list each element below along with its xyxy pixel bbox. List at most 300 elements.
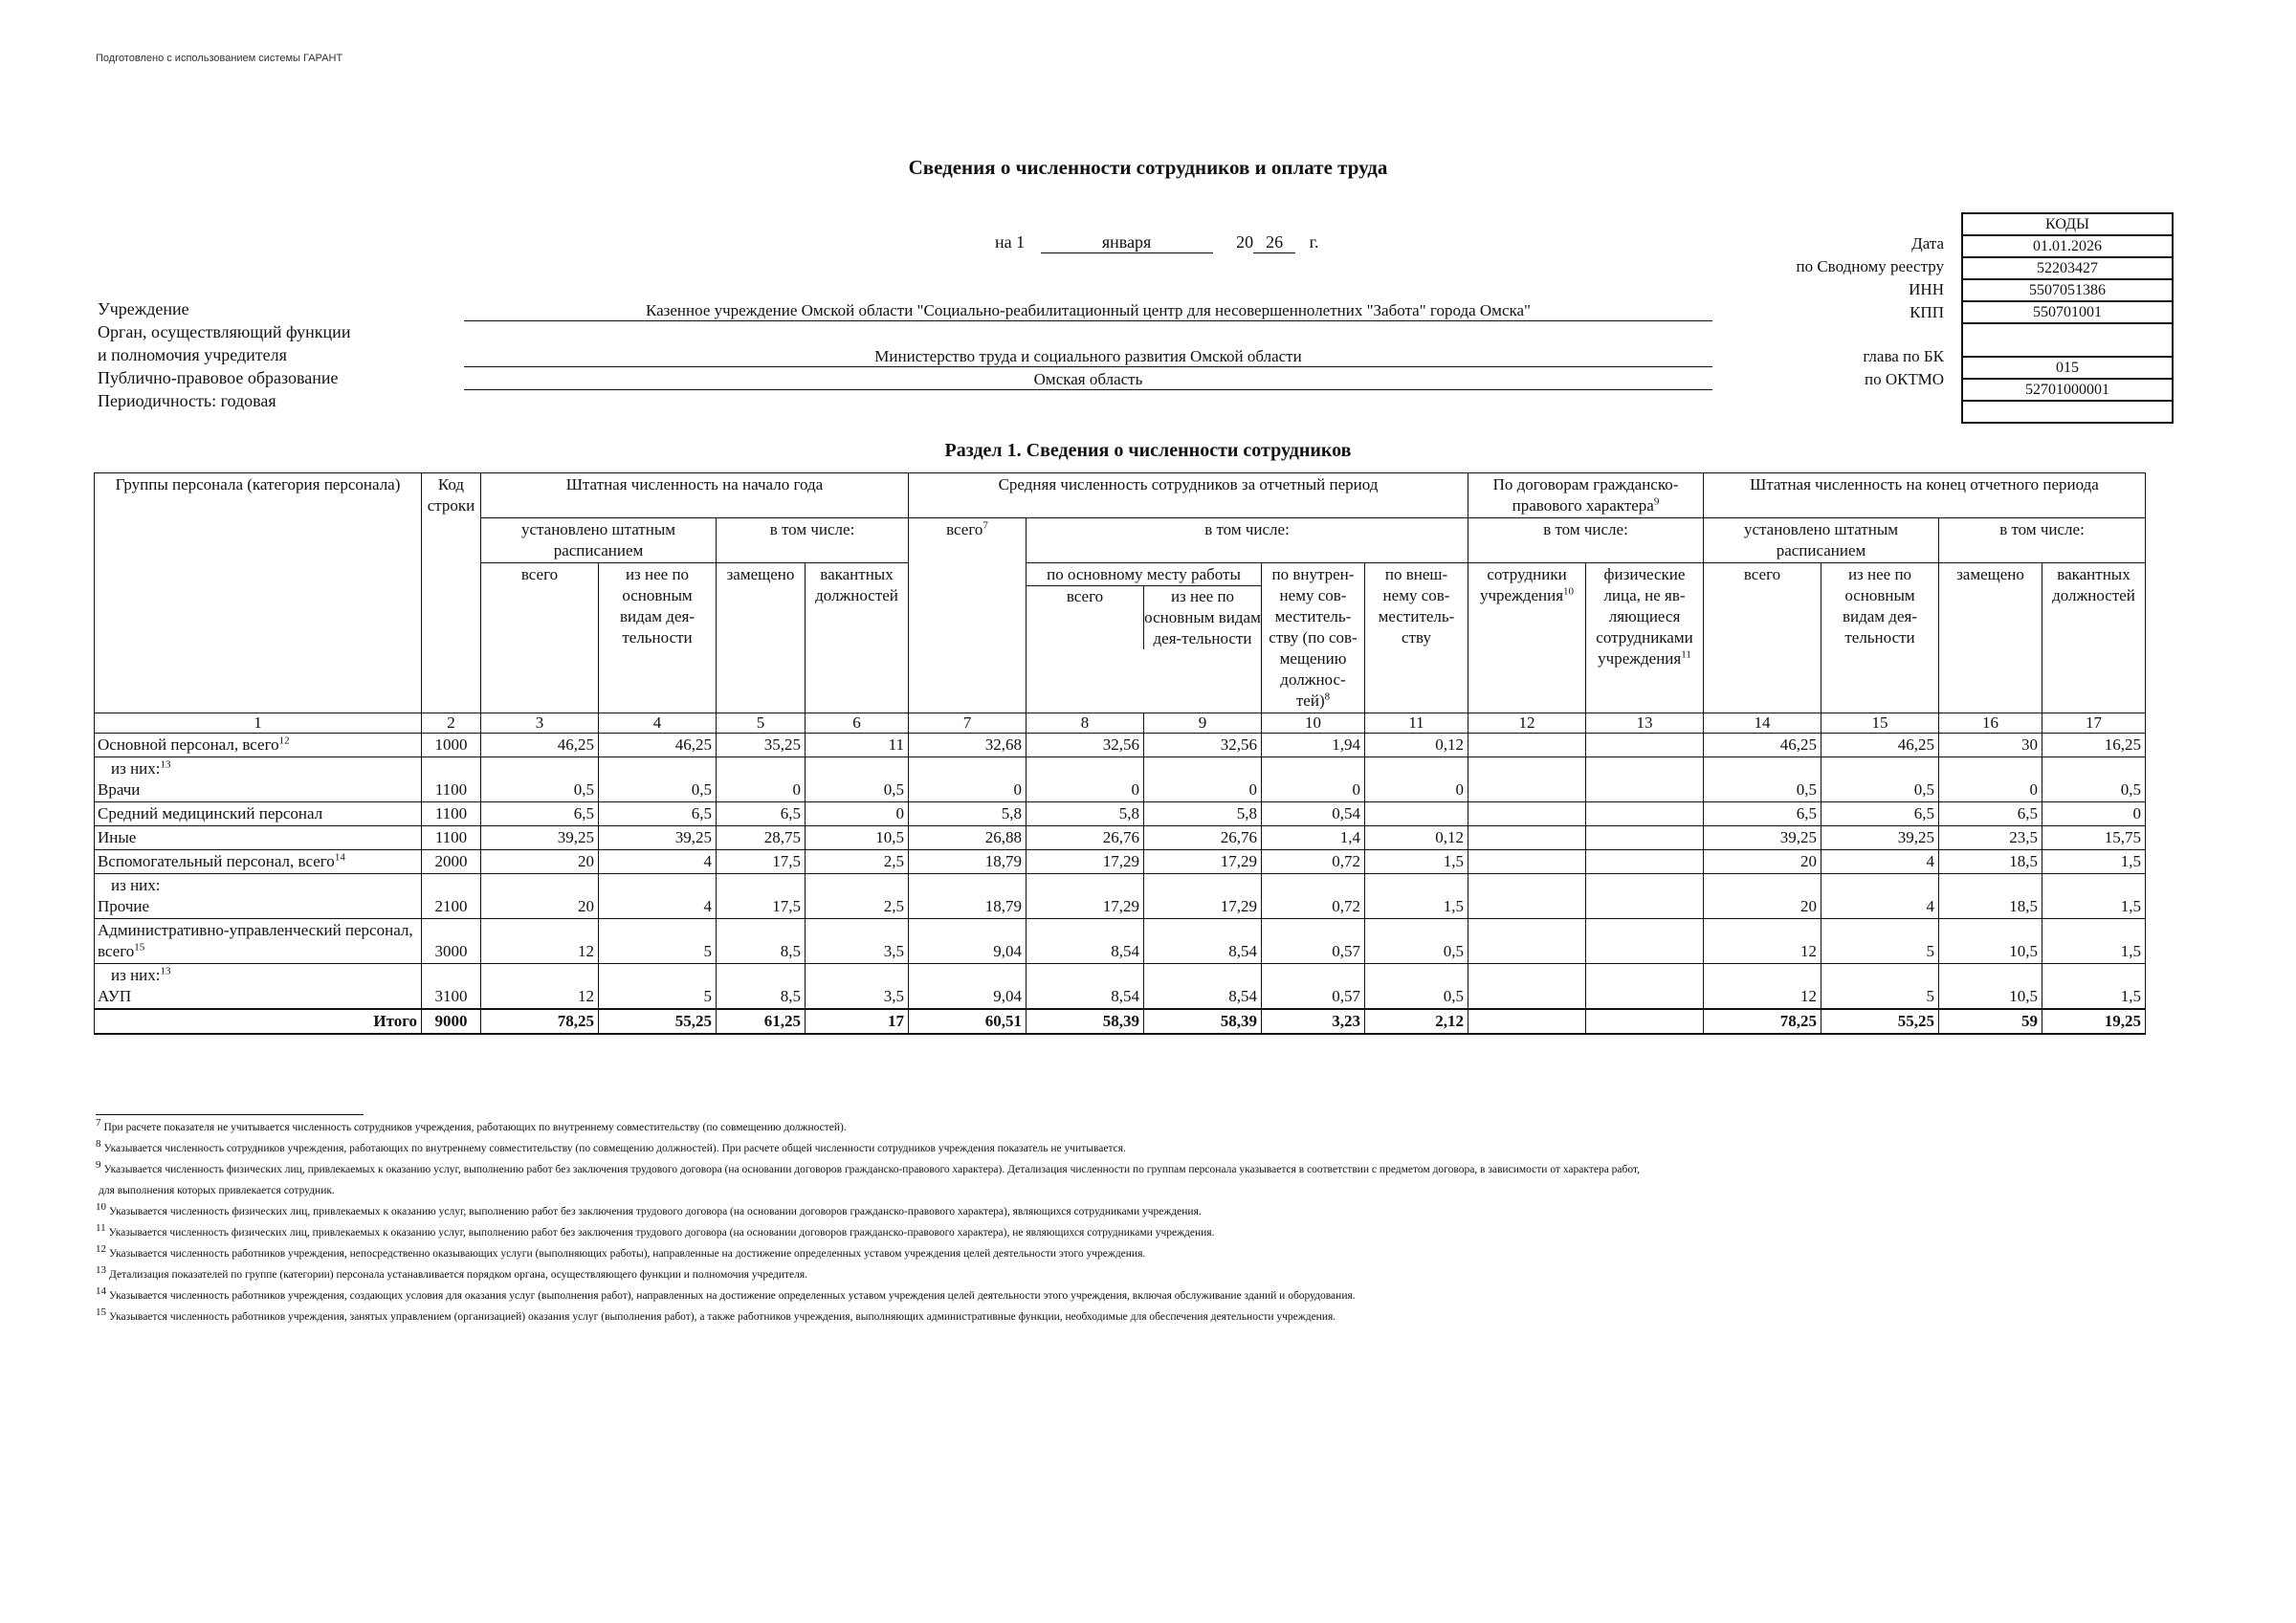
column-number: 14	[1704, 713, 1821, 734]
row-name-text: Иные	[98, 828, 137, 846]
cell-col-17: 1,5	[2042, 850, 2146, 874]
total-col-8: 58,39	[1027, 1009, 1144, 1034]
total-col-15: 55,25	[1821, 1009, 1939, 1034]
header-start-incl: в том числе:	[717, 518, 909, 563]
footnote-number: 9	[96, 1159, 101, 1172]
header-end: Штатная численность на конец отчетного периода	[1704, 473, 2146, 518]
cell-col-14: 46,25	[1704, 734, 1821, 757]
column-number: 4	[599, 713, 717, 734]
column-number: 7	[909, 713, 1027, 734]
cell-col-3: 46,25	[481, 734, 599, 757]
header-c10	[1262, 563, 1365, 713]
header-code: Код строки	[422, 473, 481, 713]
footnote-number: 10	[96, 1201, 106, 1214]
cell-col-12	[1468, 850, 1586, 874]
header-avg: Средняя численность сотрудников за отчетный период	[909, 473, 1468, 518]
header-avg-total	[909, 518, 1027, 713]
row-prefix-text: из них:	[111, 966, 161, 984]
cell-col-4: 4	[599, 850, 717, 874]
row-code: 2000	[422, 850, 481, 874]
header-c15: из нее по основным видам дея-тельности	[1821, 563, 1939, 713]
header-c14: всего	[1704, 563, 1821, 713]
cell-col-7: 9,04	[909, 964, 1027, 1010]
footnote-number: 7	[96, 1117, 101, 1130]
cell-col-16: 6,5	[1939, 802, 2042, 826]
cell-col-8: 26,76	[1027, 826, 1144, 850]
row-prefix	[98, 875, 418, 896]
total-col-17: 19,25	[2042, 1009, 2146, 1034]
cell-col-6: 2,5	[806, 874, 909, 919]
row-name	[95, 919, 422, 964]
footnote	[96, 1264, 2200, 1285]
header-gph-incl: в том числе:	[1468, 518, 1704, 563]
cell-col-6: 0	[806, 802, 909, 826]
founder-label-2: и полномочия учредителя	[98, 345, 287, 364]
footnote	[96, 1285, 2200, 1306]
row-name-text: Прочие	[98, 897, 150, 915]
report-date	[995, 232, 1318, 253]
header-avg-total-text: всего	[946, 520, 983, 538]
cell-col-7: 26,88	[909, 826, 1027, 850]
cell-col-5: 6,5	[717, 802, 806, 826]
total-col-14: 78,25	[1704, 1009, 1821, 1034]
code-inn: 5507051386	[1962, 279, 2173, 301]
cell-col-13	[1586, 757, 1704, 802]
table-row	[95, 850, 2146, 874]
column-number: 17	[2042, 713, 2146, 734]
footnote-text: Указывается численность работников учреждения, непосредственно оказывающих услуги (выполняющих работы), направленные на достижение определенных уставом учреждения целей деятельности этого учреждения.	[109, 1248, 1146, 1260]
cell-col-14: 6,5	[1704, 802, 1821, 826]
codes-table	[1961, 212, 2174, 424]
footnote-number: 15	[96, 1306, 106, 1319]
cell-col-13	[1586, 734, 1704, 757]
row-prefix-sup: 13	[160, 758, 171, 771]
cell-col-13	[1586, 802, 1704, 826]
cell-col-4: 46,25	[599, 734, 717, 757]
cell-col-7: 32,68	[909, 734, 1027, 757]
cell-col-3: 20	[481, 850, 599, 874]
cell-col-12	[1468, 919, 1586, 964]
cell-col-13	[1586, 826, 1704, 850]
cell-col-9: 8,54	[1144, 964, 1262, 1010]
header-c11: по внеш-нему сов-меститель-ству	[1365, 563, 1468, 713]
cell-col-4: 6,5	[599, 802, 717, 826]
header-groups: Группы персонала (категория персонала)	[95, 473, 422, 713]
cell-col-17: 1,5	[2042, 964, 2146, 1010]
cell-col-12	[1468, 734, 1586, 757]
cell-col-13	[1586, 919, 1704, 964]
cell-col-16: 23,5	[1939, 826, 2042, 850]
cell-col-3: 20	[481, 874, 599, 919]
founder-label-1: Орган, осуществляющий функции	[98, 322, 351, 341]
row-name	[95, 826, 422, 850]
cell-col-7: 18,79	[909, 874, 1027, 919]
cell-col-13	[1586, 874, 1704, 919]
code-label-inn: ИНН	[1909, 280, 1944, 298]
cell-col-9: 26,76	[1144, 826, 1262, 850]
total-row	[95, 1009, 2146, 1034]
header-c9: из нее по основным видам дея-тельности	[1144, 587, 1261, 647]
cell-col-5: 17,5	[717, 874, 806, 919]
cell-col-11: 0,5	[1365, 919, 1468, 964]
column-number: 10	[1262, 713, 1365, 734]
header-c17: вакантных должностей	[2042, 563, 2146, 713]
cell-col-5: 17,5	[717, 850, 806, 874]
code-empty-2	[1962, 401, 2173, 423]
header-c16: замещено	[1939, 563, 2042, 713]
total-col-13	[1586, 1009, 1704, 1034]
cell-col-15: 5	[1821, 919, 1939, 964]
column-number: 3	[481, 713, 599, 734]
total-label: Итого	[95, 1009, 422, 1034]
cell-col-16: 18,5	[1939, 850, 2042, 874]
institution-value: Казенное учреждение Омской области "Социально-реабилитационный центр для несовершеннолетних "Забота" города Омска"	[464, 301, 1712, 321]
footnote-number: 13	[96, 1264, 106, 1277]
cell-col-12	[1468, 964, 1586, 1010]
cell-col-11: 0,5	[1365, 964, 1468, 1010]
institution-label: Учреждение	[98, 299, 189, 318]
founder-value: Министерство труда и социального развития Омской области	[464, 347, 1712, 367]
codes-header: КОДЫ	[1962, 213, 2173, 235]
cell-col-11: 0,12	[1365, 826, 1468, 850]
code-label-registry: по Сводному реестру	[1796, 257, 1944, 275]
cell-col-8: 5,8	[1027, 802, 1144, 826]
total-col-6: 17	[806, 1009, 909, 1034]
header-c3: всего	[481, 563, 599, 713]
header-c13	[1586, 563, 1704, 713]
cell-col-15: 4	[1821, 850, 1939, 874]
cell-col-8: 17,29	[1027, 850, 1144, 874]
public-entity-value: Омская область	[464, 370, 1712, 390]
cell-col-4: 39,25	[599, 826, 717, 850]
cell-col-10: 1,4	[1262, 826, 1365, 850]
cell-col-9: 0	[1144, 757, 1262, 802]
column-index-row	[95, 713, 2146, 734]
footnote-text: Указывается численность физических лиц, привлекаемых к оказанию услуг, выполнению работ без заключения трудового договора (на основании договоров гражданско-правового характера), не являющихся сотрудниками учреждения.	[108, 1227, 1215, 1239]
footnote-text: При расчете показателя не учитывается численность сотрудников учреждения, работающих по внутреннему совместительству (по совмещению должностей).	[103, 1122, 847, 1133]
cell-col-17: 1,5	[2042, 919, 2146, 964]
total-col-3: 78,25	[481, 1009, 599, 1034]
footnote-text: Указывается численность работников учреждения, создающих условия для оказания услуг (выполнения работ), направленных на достижение определенных уставом учреждения целей деятельности этого учреждения, включая обслуживание зданий и оборудования.	[109, 1290, 1356, 1302]
footnote	[96, 1243, 2200, 1264]
header-gph-sup: 9	[1653, 495, 1660, 508]
section-title: Раздел 1. Сведения о численности сотрудников	[944, 440, 1352, 461]
row-name-text: Средний медицинский персонал	[98, 804, 323, 822]
table-body	[95, 734, 2146, 1035]
cell-col-4: 5	[599, 919, 717, 964]
date-year-prefix: 20	[1236, 232, 1254, 252]
row-prefix-text: из них:	[111, 759, 161, 778]
cell-col-6: 3,5	[806, 919, 909, 964]
total-col-4: 55,25	[599, 1009, 717, 1034]
column-number: 15	[1821, 713, 1939, 734]
total-code: 9000	[422, 1009, 481, 1034]
row-code: 1000	[422, 734, 481, 757]
cell-col-6: 0,5	[806, 757, 909, 802]
code-kpp: 550701001	[1962, 301, 2173, 323]
header-gph-text: По договорам гражданско-правового характера	[1492, 475, 1679, 515]
table-row	[95, 964, 2146, 1010]
column-number: 1	[95, 713, 422, 734]
total-col-16: 59	[1939, 1009, 2042, 1034]
cell-col-14: 0,5	[1704, 757, 1821, 802]
row-name-sup: 15	[134, 941, 145, 954]
cell-col-16: 30	[1939, 734, 2042, 757]
cell-col-12	[1468, 874, 1586, 919]
cell-col-11: 0	[1365, 757, 1468, 802]
cell-col-14: 39,25	[1704, 826, 1821, 850]
cell-col-16: 18,5	[1939, 874, 2042, 919]
cell-col-17: 0	[2042, 802, 2146, 826]
header-c12	[1468, 563, 1586, 713]
cell-col-8: 8,54	[1027, 919, 1144, 964]
row-name	[95, 734, 422, 757]
footnote	[96, 1117, 2200, 1138]
cell-col-3: 12	[481, 964, 599, 1010]
row-name	[95, 874, 422, 919]
cell-col-13	[1586, 850, 1704, 874]
cell-col-9: 17,29	[1144, 874, 1262, 919]
header-c12-text: сотрудники учреждения	[1479, 565, 1567, 604]
row-name-text: Административно-управленческий персонал, всего	[98, 921, 413, 960]
cell-col-9: 17,29	[1144, 850, 1262, 874]
row-name-text: АУП	[98, 987, 132, 1005]
header-end-incl: в том числе:	[1939, 518, 2146, 563]
cell-col-5: 8,5	[717, 964, 806, 1010]
footnote-text: Указывается численность сотрудников учреждения, работающих по внутреннему совместительству (по совмещению должностей). При расчете общей численности сотрудников учреждения показатель не учитывается.	[103, 1143, 1126, 1154]
cell-col-10: 0,72	[1262, 874, 1365, 919]
cell-col-16: 10,5	[1939, 964, 2042, 1010]
cell-col-7: 18,79	[909, 850, 1027, 874]
date-year: 26	[1253, 232, 1295, 253]
cell-col-12	[1468, 757, 1586, 802]
cell-col-8: 8,54	[1027, 964, 1144, 1010]
column-number: 9	[1144, 713, 1262, 734]
cell-col-4: 0,5	[599, 757, 717, 802]
total-col-11: 2,12	[1365, 1009, 1468, 1034]
cell-col-3: 6,5	[481, 802, 599, 826]
table-row	[95, 874, 2146, 919]
date-month: января	[1041, 232, 1213, 253]
total-col-9: 58,39	[1144, 1009, 1262, 1034]
date-suffix: г.	[1309, 232, 1319, 252]
row-name	[95, 850, 422, 874]
cell-col-6: 11	[806, 734, 909, 757]
code-label-bk: глава по БК	[1863, 347, 1944, 365]
cell-col-10: 1,94	[1262, 734, 1365, 757]
cell-col-3: 12	[481, 919, 599, 964]
periodicity-label: Периодичность: годовая	[98, 391, 276, 410]
column-number: 12	[1468, 713, 1586, 734]
code-oktmo: 52701000001	[1962, 379, 2173, 401]
cell-col-14: 20	[1704, 850, 1821, 874]
footnote	[96, 1201, 2200, 1222]
cell-col-10: 0,57	[1262, 964, 1365, 1010]
footnote-text: Детализация показателей по группе (категории) персонала устанавливается порядком органа, осуществляющего функции и полномочия учредителя.	[109, 1269, 808, 1281]
footnote	[96, 1180, 2200, 1201]
cell-col-7: 0	[909, 757, 1027, 802]
header-c13-sup: 11	[1681, 648, 1691, 661]
footnote-number: 8	[96, 1138, 101, 1151]
table-row	[95, 802, 2146, 826]
footnote	[96, 1159, 2200, 1180]
header-c12-sup: 10	[1563, 585, 1575, 598]
header-c10-text: по внутрен-нему сов-меститель-ству (по сов-мещению должнос-тей)	[1269, 565, 1358, 710]
cell-col-17: 16,25	[2042, 734, 2146, 757]
footnotes	[96, 1114, 2200, 1327]
row-prefix	[98, 758, 418, 779]
column-number: 2	[422, 713, 481, 734]
cell-col-11: 1,5	[1365, 850, 1468, 874]
header-c4: из нее по основным видам дея-тельности	[599, 563, 717, 713]
cell-col-11	[1365, 802, 1468, 826]
code-date: 01.01.2026	[1962, 235, 2173, 257]
footnote-text: Указывается численность физических лиц, привлекаемых к оказанию услуг, выполнению работ без заключения трудового договора (на основании договоров гражданско-правового характера), являющихся сотрудниками учреждения.	[109, 1206, 1202, 1217]
cell-col-15: 46,25	[1821, 734, 1939, 757]
cell-col-3: 39,25	[481, 826, 599, 850]
row-name-text: Основной персонал, всего	[98, 735, 279, 754]
header-end-established: установлено штатным расписанием	[1704, 518, 1939, 563]
cell-col-15: 39,25	[1821, 826, 1939, 850]
row-prefix-sup: 13	[160, 965, 171, 977]
row-name	[95, 964, 422, 1010]
cell-col-14: 12	[1704, 919, 1821, 964]
cell-col-10: 0,54	[1262, 802, 1365, 826]
cell-col-10: 0	[1262, 757, 1365, 802]
total-col-12	[1468, 1009, 1586, 1034]
date-prefix: на 1	[995, 232, 1026, 252]
code-label-date: Дата	[1911, 234, 1944, 252]
code-label-kpp: КПП	[1910, 303, 1944, 321]
garant-note: Подготовлено с использованием системы ГАРАНТ	[96, 53, 343, 64]
code-empty	[1962, 323, 2173, 357]
cell-col-7: 5,8	[909, 802, 1027, 826]
cell-col-14: 12	[1704, 964, 1821, 1010]
cell-col-17: 1,5	[2042, 874, 2146, 919]
row-name-text: Вспомогательный персонал, всего	[98, 852, 335, 870]
table-row	[95, 757, 2146, 802]
cell-col-12	[1468, 826, 1586, 850]
cell-col-6: 3,5	[806, 964, 909, 1010]
footnote	[96, 1306, 2200, 1327]
cell-col-8: 0	[1027, 757, 1144, 802]
staff-table	[94, 472, 2146, 1035]
document-title: Сведения о численности сотрудников и оплате труда	[908, 156, 1388, 179]
header-c6: вакантных должностей	[806, 563, 909, 713]
cell-col-7: 9,04	[909, 919, 1027, 964]
row-name	[95, 757, 422, 802]
cell-col-10: 0,57	[1262, 919, 1365, 964]
header-c10-sup: 8	[1324, 691, 1331, 703]
row-name-sup: 12	[278, 735, 290, 747]
cell-col-8: 17,29	[1027, 874, 1144, 919]
cell-col-3: 0,5	[481, 757, 599, 802]
column-number: 13	[1586, 713, 1704, 734]
column-number: 11	[1365, 713, 1468, 734]
cell-col-15: 5	[1821, 964, 1939, 1010]
code-label-oktmo: по ОКТМО	[1864, 370, 1944, 388]
cell-col-8: 32,56	[1027, 734, 1144, 757]
footnote	[96, 1138, 2200, 1159]
cell-col-15: 0,5	[1821, 757, 1939, 802]
column-number: 8	[1027, 713, 1144, 734]
header-avg-incl: в том числе:	[1027, 518, 1468, 563]
cell-col-6: 2,5	[806, 850, 909, 874]
table-row	[95, 919, 2146, 964]
cell-col-5: 0	[717, 757, 806, 802]
header-start: Штатная численность на начало года	[481, 473, 909, 518]
table-row	[95, 734, 2146, 757]
cell-col-4: 4	[599, 874, 717, 919]
row-name-text: Врачи	[98, 780, 141, 799]
cell-col-11: 0,12	[1365, 734, 1468, 757]
cell-col-9: 5,8	[1144, 802, 1262, 826]
cell-col-17: 0,5	[2042, 757, 2146, 802]
row-code: 1100	[422, 826, 481, 850]
cell-col-15: 4	[1821, 874, 1939, 919]
cell-col-13	[1586, 964, 1704, 1010]
column-number: 5	[717, 713, 806, 734]
row-code: 1100	[422, 757, 481, 802]
total-col-5: 61,25	[717, 1009, 806, 1034]
cell-col-4: 5	[599, 964, 717, 1010]
cell-col-14: 20	[1704, 874, 1821, 919]
total-col-7: 60,51	[909, 1009, 1027, 1034]
footnote-rule	[96, 1114, 364, 1115]
cell-col-5: 8,5	[717, 919, 806, 964]
column-number: 16	[1939, 713, 2042, 734]
header-main-place	[1027, 563, 1262, 713]
cell-col-16: 0	[1939, 757, 2042, 802]
header-start-established: установлено штатным расписанием	[481, 518, 717, 563]
header-c5: замещено	[717, 563, 806, 713]
cell-col-5: 35,25	[717, 734, 806, 757]
table-row	[95, 826, 2146, 850]
footnote-number: 14	[96, 1285, 106, 1298]
row-prefix	[98, 965, 418, 986]
row-code: 1100	[422, 802, 481, 826]
footnote-text: для выполнения которых привлекается сотрудник.	[99, 1185, 335, 1196]
row-code: 3000	[422, 919, 481, 964]
cell-col-15: 6,5	[1821, 802, 1939, 826]
cell-col-12	[1468, 802, 1586, 826]
cell-col-16: 10,5	[1939, 919, 2042, 964]
cell-col-10: 0,72	[1262, 850, 1365, 874]
footnote-number: 11	[96, 1222, 106, 1235]
row-code: 2100	[422, 874, 481, 919]
cell-col-17: 15,75	[2042, 826, 2146, 850]
header-c8: всего	[1027, 586, 1144, 649]
header-c13-text: физические лица, не яв-ляющиеся сотрудниками учреждения	[1596, 565, 1693, 668]
total-col-10: 3,23	[1262, 1009, 1365, 1034]
footnote-number: 12	[96, 1243, 106, 1256]
code-registry: 52203427	[1962, 257, 2173, 279]
header-main-place-text: по основному месту работы	[1047, 565, 1241, 583]
cell-col-6: 10,5	[806, 826, 909, 850]
footnote	[96, 1222, 2200, 1243]
column-number: 6	[806, 713, 909, 734]
row-name	[95, 802, 422, 826]
cell-col-5: 28,75	[717, 826, 806, 850]
cell-col-9: 32,56	[1144, 734, 1262, 757]
header-avg-total-sup: 7	[982, 519, 988, 532]
public-entity-label: Публично-правовое образование	[98, 368, 339, 387]
code-bk: 015	[1962, 357, 2173, 379]
row-name-sup: 14	[334, 851, 345, 864]
cell-col-11: 1,5	[1365, 874, 1468, 919]
header-gph	[1468, 473, 1704, 518]
footnote-text: Указывается численность физических лиц, привлекаемых к оказанию услуг, выполнению работ без заключения трудового договора (на основании договоров гражданско-правового характера). Детализация численности по группам персонала указывается в соответствии с предметом договора, в зависимости от характера работ,	[103, 1164, 1641, 1175]
